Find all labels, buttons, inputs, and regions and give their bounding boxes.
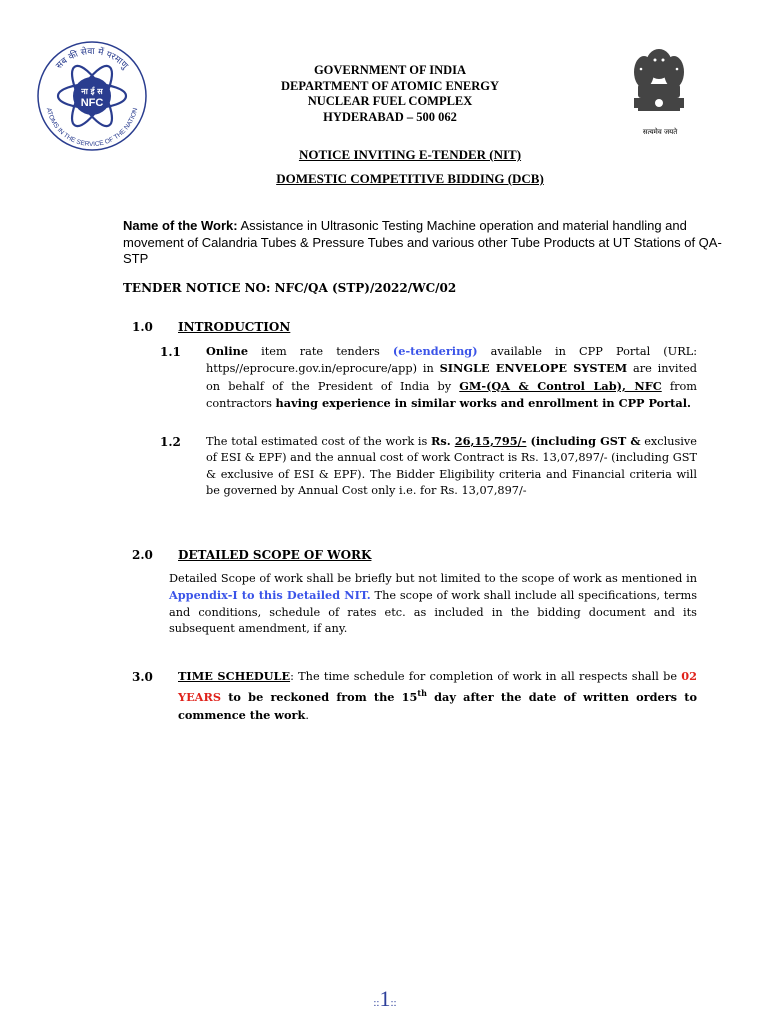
header-block: [210, 63, 570, 125]
clause-1-1-text: Online item rate tenders (e-tendering) available in CPP Portal (URL: https//eprocure.gov.in/eprocure/app) in SINGLE ENVELOPE SYSTEM are invited on behalf of the President of India by GM-(QA & Control Lab), NFC from contractors having experience in similar works and enrollment in CPP Portal.: [206, 344, 698, 411]
section-3-number: 3.0: [132, 670, 153, 684]
clause-1-2-text: The total estimated cost of the work is Rs. 26,15,795/- (including GST & exclusive of ESI & EPF) and the annual cost of work Contract is Rs. 13,07,897/- (including GST & exclusive of ESI & EPF). The Bidder Eligibility criteria and Financial criteria will be governed by Annual Cost only i.e. for Rs. 13,07,897/-: [206, 434, 697, 498]
header-line-4: HYDERABAD – 500 062: [323, 109, 457, 124]
section-2-number: 2.0: [132, 548, 153, 562]
logo-top-text: सब की सेवा में परमाणु: [54, 46, 130, 72]
page-number: 1: [379, 986, 391, 1011]
emblem-motto: सत्यमेव जयते: [642, 128, 678, 136]
section-2-text: Detailed Scope of work shall be briefly but not limited to the scope of work as mentioned in Appendix-I to this Detailed NIT. The scope of work shall include all specifications, terms and conditions, schedule of rates etc. as included in the bidding document and its subsequent amendment, if any.: [169, 572, 697, 636]
header-line-3: NUCLEAR FUEL COMPLEX: [307, 94, 473, 109]
section-2-heading: DETAILED SCOPE OF WORK: [178, 548, 372, 562]
clause-1-2-number: 1.2: [160, 435, 181, 449]
dcb-subtitle: DOMESTIC COMPETITIVE BIDDING (DCB): [276, 171, 544, 186]
clause-1-1-number: 1.1: [160, 345, 181, 359]
nit-title: NOTICE INVITING E-TENDER (NIT): [298, 147, 522, 162]
logo-abbr: NFC: [80, 97, 104, 109]
nfc-logo: [36, 40, 148, 152]
page-number-footer: ::1::: [373, 986, 397, 1011]
tender-notice-number: TENDER NOTICE NO: NFC/QA (STP)/2022/WC/02: [123, 281, 457, 295]
section-3-text: TIME SCHEDULE: The time schedule for completion of work in all respects shall be 02 YEARS to be reckoned from the 15th day after the date of written orders to commence the work.: [178, 669, 698, 722]
section-1-heading: INTRODUCTION: [178, 320, 291, 334]
logo-bottom-text: ATOMS IN THE SERVICE OF THE NATION: [44, 107, 140, 149]
name-of-work: [123, 218, 733, 268]
work-text: Assistance in Ultrasonic Testing Machine operation and material handling and movement of Calandria Tubes & Pressure Tubes and various other Tube Products at UT Stations of QA-STP: [123, 218, 722, 266]
logo-hindi-abbr: ना ई स: [81, 87, 103, 96]
work-label: Name of the Work:: [123, 218, 238, 233]
section-1-number: 1.0: [132, 320, 153, 334]
header-line-1: GOVERNMENT OF INDIA: [313, 63, 467, 77]
header-line-2: DEPARTMENT OF ATOMIC ENERGY: [281, 78, 499, 93]
